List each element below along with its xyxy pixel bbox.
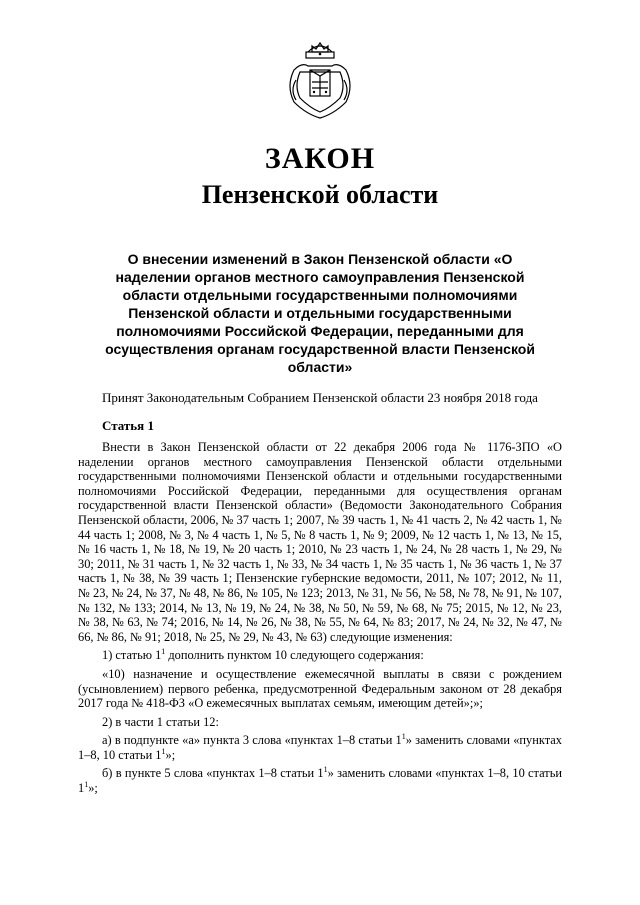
superscript: 1	[84, 779, 89, 789]
paragraph-quote-10: «10) назначение и осуществление ежемесячной выплаты в связи с рождением (усыновлением) первого ребенка, предусмотренной Федеральным законом от 28 декабря 2017 года № 418-ФЗ «О ежемесячных выплатах семьям, имеющим детей»;»;	[78, 666, 562, 711]
superscript: 1	[401, 732, 406, 742]
item-1-text-cont: дополнить пунктом 10 следующего содержания:	[165, 648, 424, 663]
superscript: 1	[323, 765, 328, 775]
sub-a-text-2: » заменить словами «пунктах 1–8, 10 статьи 1	[78, 733, 562, 762]
article-heading: Статья 1	[102, 418, 154, 433]
paragraph-sub-a	[78, 733, 562, 762]
paragraph-intro: Внести в Закон Пензенской области от 22 декабря 2006 года № 1176-ЗПО «О наделении органов местного самоуправления Пензенской области отдельными государственными полномочиями Пензенской области и отдельными государственными полномочиями Российской Федерации, переданными для осуществления органам государственной власти Пензенской области» (Ведомости Законодательного Собрания Пензенской области, 2006, № 37 часть 1; 2007, № 39 часть 1, № 41 часть 2, № 42 часть 1, № 44 часть 1; 2008, № 3, № 4 часть 1, № 5, № 8 часть 1, № 9; 2009, № 12 часть 1, № 13, № 15, № 16 часть 1, № 18, № 19, № 20 часть 1; 2010, № 23 часть 1, № 24, № 28 часть 1, № 29, № 30; 2011, № 31 часть 1, № 32 часть 1, № 33, № 34 часть 1, № 35 часть 1, № 36 часть 1, № 37 часть 1, № 38, № 39 часть 1; Пензенские губернские ведомости, 2011, № 107; 2012, № 11, № 23, № 24, № 37, № 48, № 86, № 105, № 123; 2013, № 31, № 56, № 58, № 78, № 91, № 107, № 132, № 133; 2014, № 13, № 19, № 24, № 38, № 50, № 59, № 68, № 75; 2015, № 12, № 23, № 38, № 63, № 74; 2016, № 14, № 26, № 38, № 55, № 64, № 83; 2017, № 24, № 32, № 47, № 66, № 86, № 91; 2018, № 25, № 29, № 43, № 63) следующие изменения:	[78, 440, 562, 644]
coat-of-arms-icon	[286, 40, 354, 120]
sub-b-text-3: »;	[88, 781, 98, 796]
superscript: 1	[161, 746, 166, 756]
document-title: ЗАКОН	[264, 142, 376, 175]
adoption-note: Принят Законодательным Собранием Пензенской области 23 ноября 2018 года	[102, 390, 538, 405]
paragraph-item-1	[78, 648, 562, 663]
sub-b-text: б) в пункте 5 слова «пунктах 1–8 статьи 1	[102, 766, 324, 781]
document-subject: О внесении изменений в Закон Пензенской области «О наделении органов местного самоуправления Пензенской области отдельными государственными полномочиями Пензенской области и отдельными государственными полномочиями Российской Федерации, переданными для осуществления органам государственной власти Пензенской области»	[105, 251, 535, 375]
sub-a-text-3: »;	[165, 747, 176, 762]
document-region: Пензенской области	[201, 180, 439, 209]
sub-a-text: а) в подпункте «а» пункта 3 слова «пунктах 1–8 статьи 1	[102, 733, 402, 748]
paragraph-item-2: 2) в части 1 статьи 12:	[102, 714, 219, 729]
superscript: 1	[161, 647, 166, 657]
sub-b-text-2: » заменить словами «пунктах 1–8, 10 статьи 1	[78, 766, 562, 796]
document-body	[78, 440, 562, 796]
item-1-text: 1) статью 1	[102, 648, 162, 663]
paragraph-sub-b	[78, 766, 562, 795]
